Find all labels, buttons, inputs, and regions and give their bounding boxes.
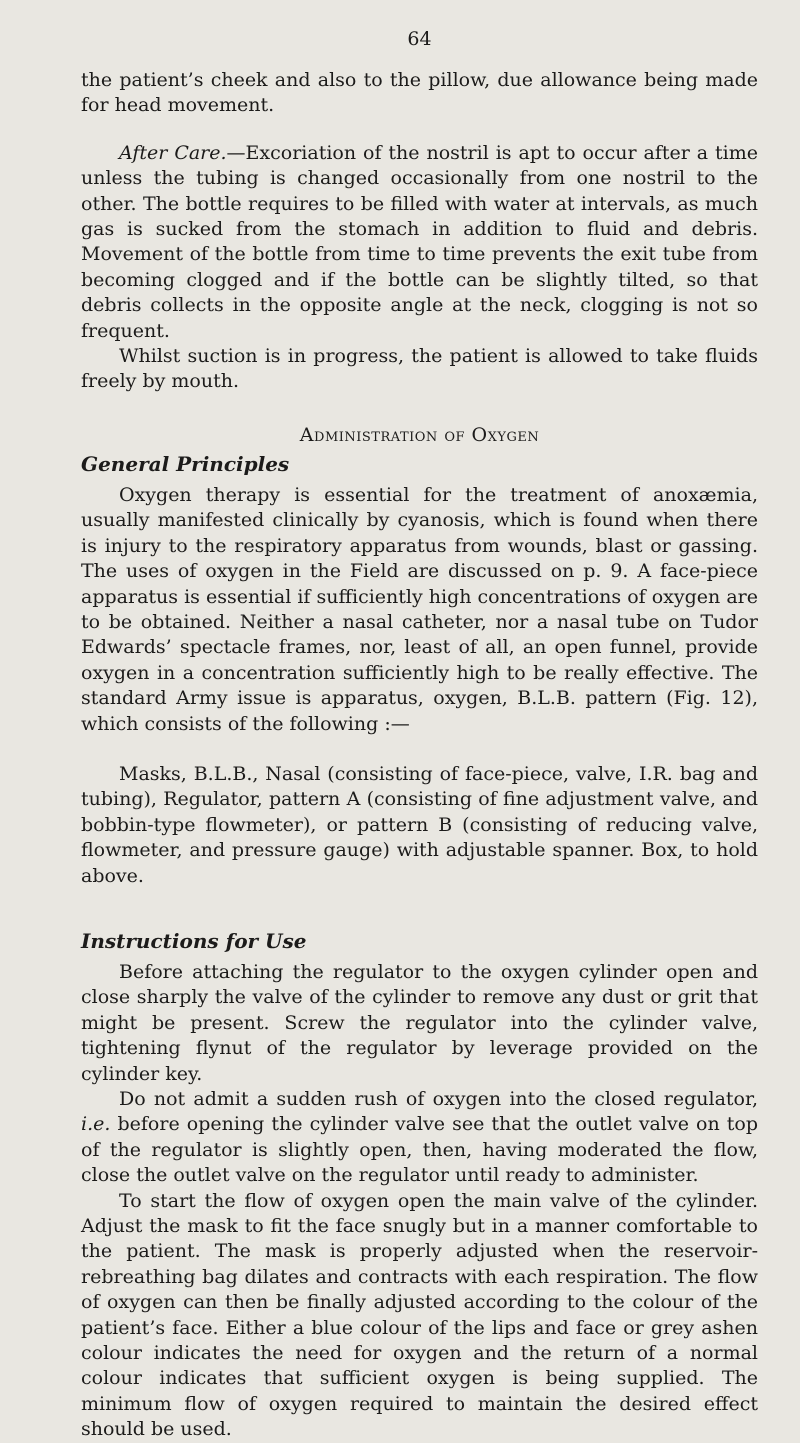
paragraph-start-flow: To start the flow of oxygen open the main valve of the cylinder. Adjust the mask to fit the face snugly but in a manner comfortable to the patient. The mask is properly adjusted when the reservoir-rebreathing bag dilates and contracts with each respiration. The flow of oxygen can then be finally adjusted according to the colour of the patient’s face. Either a blue colour of the lips and face or grey ashen colour indicates the need for oxygen and the return of a normal colour indicates that sufficient oxygen is being supplied. The minimum flow of oxygen required to maintain the desired effect should be used.: [81, 1189, 758, 1441]
sudden-rush-ie: i.e.: [81, 1113, 111, 1136]
paragraph-continuation: the patient’s cheek and also to the pillow, due allowance being made for head movement.: [81, 69, 758, 117]
subheading-instructions: Instructions for Use: [81, 928, 307, 953]
paragraph-equipment-list: Masks, B.L.B., Nasal (consisting of face-piece, valve, I.R. bag and tubing), Regulator, pattern A (consisting of fine adjustment valve, and bobbin-type flowmeter), or pattern B (consisting of reducing valve, flowmeter, and pressure gauge) with adjustable spanner. Box, to hold above.: [81, 762, 758, 887]
subheading-general-principles: General Principles: [81, 451, 290, 476]
after-care-lead: After Care.: [119, 141, 227, 164]
sudden-rush-post: before opening the cylinder valve see that the outlet valve on top of the regulator is slightly open, then, having moderated the flow, close the outlet valve on the regulator until ready to administer.: [81, 1113, 758, 1187]
paragraph-oxygen-therapy: Oxygen therapy is essential for the treatment of anoxæmia, usually manifested clinically by cyanosis, which is found when there is injury to the respiratory apparatus from wounds, blast or gassing. The uses of oxygen in the Field are discussed on p. 9. A face-piece apparatus is essential if sufficiently high concentrations of oxygen are to be obtained. Neither a nasal catheter, nor a nasal tube on Tudor Edwards’ spectacle frames, nor, least of all, an open funnel, provide oxygen in a concentration sufficiently high to be really effective. The standard Army issue is apparatus, oxygen, B.L.B. pattern (Fig. 12), which consists of the following :—: [81, 483, 758, 735]
paragraph-sudden-rush: [81, 1087, 758, 1189]
paragraph-suction-fluids: Whilst suction is in progress, the patient is allowed to take fluids freely by mouth.: [81, 345, 758, 393]
paragraph-attach-regulator: Before attaching the regulator to the oxygen cylinder open and close sharply the valve of the cylinder to remove any dust or grit that might be present. Screw the regulator into the cylinder valve, tightening flynut of the regulator by leverage provided on the cylinder key.: [81, 960, 758, 1085]
sudden-rush-pre: Do not admit a sudden rush of oxygen into the closed regulator,: [119, 1088, 758, 1110]
page-number: 64: [407, 28, 432, 50]
after-care-body: —Excoriation of the nostril is apt to occur after a time unless the tubing is changed occasionally from one nostril to the other. The bottle requires to be filled with water at intervals, as much gas is sucked from the stomach in addition to fluid and debris. Movement of the bottle from time to time prevents the exit tube from becoming clogged and if the bottle can be slightly tilted, so that debris collects in the opposite angle at the neck, clogging is not so frequent.: [81, 141, 758, 342]
section-title: Administration of Oxygen: [299, 423, 540, 446]
paragraph-after-care: [81, 141, 758, 344]
